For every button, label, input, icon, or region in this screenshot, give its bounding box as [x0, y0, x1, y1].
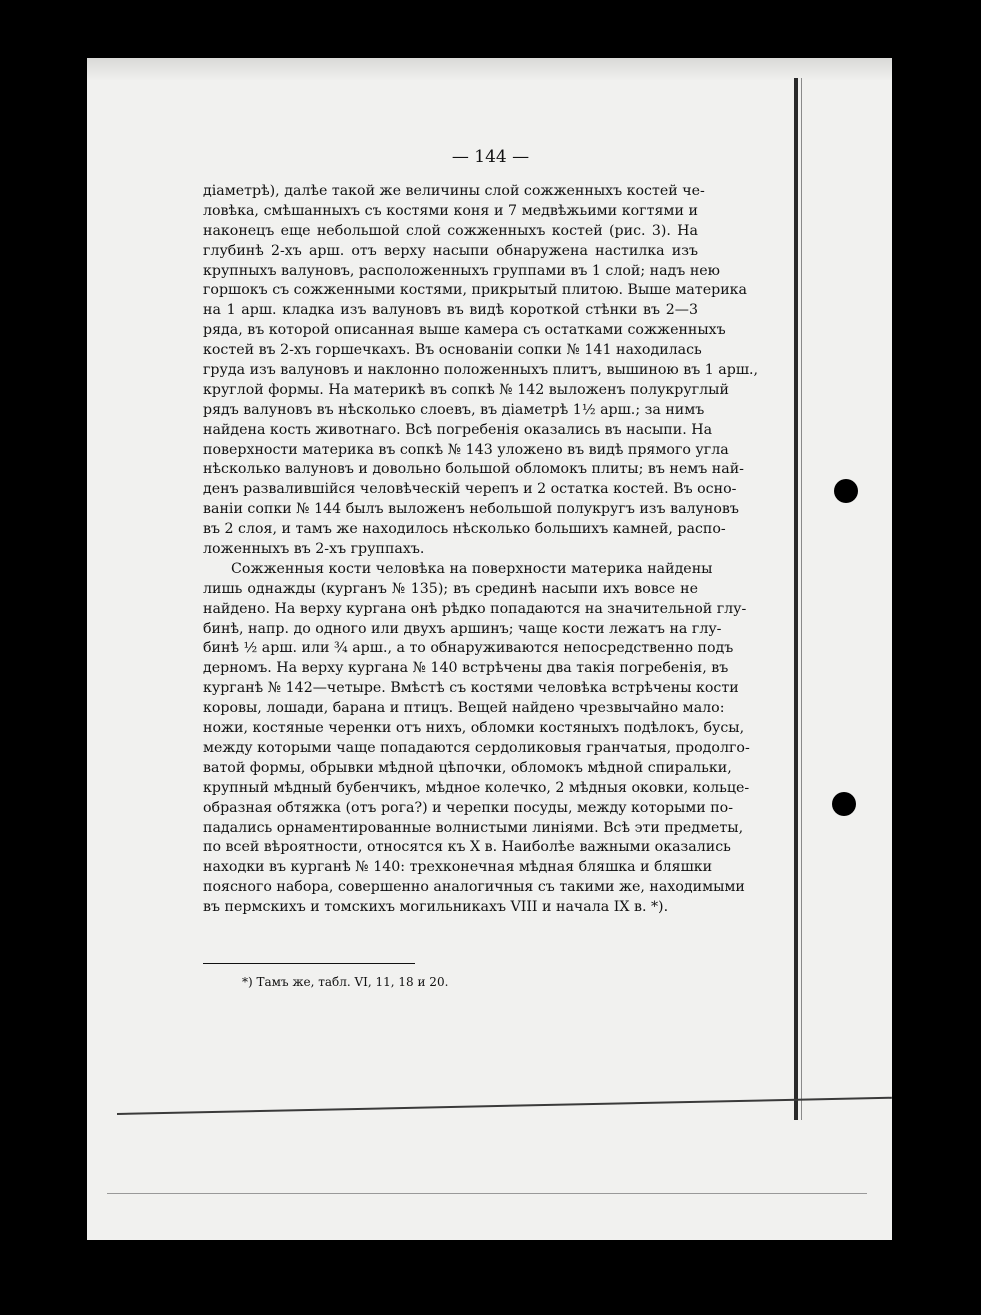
text-line: крупный мѣдный бубенчикъ, мѣдное колечко, 2 мѣдныя оковки, кольце-	[203, 779, 750, 796]
footnote: *) Тамъ же, табл. VI, 11, 18 и 20.	[242, 975, 449, 989]
text-line: между которыми чаще попадаются сердоликовыя гранчатыя, продолго-	[203, 739, 750, 756]
text-line: коровы, лошади, барана и птицъ. Вещей найдено чрезвычайно мало:	[203, 700, 725, 717]
body-text	[203, 182, 759, 918]
text-line: ряда, въ которой описанная выше камера съ остатками сожженныхъ	[203, 322, 726, 339]
text-line: находки въ курганѣ № 140: трехконечная мѣдная бляшка и бляшки	[203, 859, 713, 876]
text-line: костей въ 2-хъ горшечкахъ. Въ основаніи сопки № 141 находилась	[203, 342, 702, 359]
text-line: найдено. На верху кургана онѣ рѣдко попадаются на значительной глу-	[203, 600, 747, 617]
text-line: денъ развалившійся человѣческій черепъ и 2 остатка костей. Въ осно-	[203, 481, 737, 498]
text-line: крупныхъ валуновъ, расположенныхъ группами въ 1 слой; надъ нею	[203, 262, 721, 279]
text-line: поясного набора, совершенно аналогичныя съ такими же, находимыми	[203, 879, 745, 896]
text-line: на 1 арш. кладка изъ валуновъ въ видѣ короткой стѣнки въ 2—3	[203, 302, 698, 319]
text-line: глубинѣ 2-хъ арш. отъ верху насыпи обнаружена настилка изъ	[203, 242, 698, 259]
text-line: нѣсколько валуновъ и довольно большой обломокъ плиты; въ немъ най-	[203, 461, 744, 478]
text-line: круглой формы. На материкѣ въ сопкѣ № 142 выложенъ полукруглый	[203, 381, 729, 398]
text-line: ловѣка, смѣшанныхъ съ костями коня и 7 медвѣжьими когтями и	[203, 202, 698, 219]
text-line: въ 2 слоя, и тамъ же находилось нѣсколько большихъ камней, распо-	[203, 521, 726, 538]
footnote-rule	[203, 963, 415, 964]
text-line: наконецъ еще небольшой слой сожженныхъ костей (рис. 3). На	[203, 222, 698, 239]
text-line: груда изъ валуновъ и наклонно положенныхъ плитъ, вышиною въ 1 арш.,	[203, 362, 759, 379]
text-line: лишь однажды (курганъ № 135); въ срединѣ насыпи ихъ вовсе не	[203, 580, 698, 597]
text-line: курганѣ № 142—четыре. Вмѣстѣ съ костями человѣка встрѣчены кости	[203, 680, 739, 697]
margin-rule-thin	[801, 78, 802, 1120]
text-line: ложенныхъ въ 2-хъ группахъ.	[203, 541, 425, 558]
bottom-edge-line	[117, 1097, 892, 1115]
page-number: — 144 —	[451, 147, 530, 167]
text-line: рядъ валуновъ въ нѣсколько слоевъ, въ діаметрѣ 1½ арш.; за нимъ	[203, 401, 705, 418]
margin-rule	[794, 78, 798, 1120]
text-line: бинѣ, напр. до одного или двухъ аршинъ; чаще кости лежатъ на глу-	[203, 620, 722, 637]
faint-edge-line	[107, 1193, 867, 1194]
text-line: дерномъ. На верху кургана № 140 встрѣчены два такія погребенія, въ	[203, 660, 729, 677]
text-line: діаметрѣ), далѣе такой же величины слой сожженныхъ костей че-	[203, 183, 705, 199]
text-line: по всей вѣроятности, относятся къ X в. Наиболѣе важными оказались	[203, 839, 731, 856]
text-line: въ пермскихъ и томскихъ могильникахъ VIII и начала IX в. *).	[203, 899, 669, 916]
text-line: ваніи сопки № 144 былъ выложенъ небольшой полукругъ изъ валуновъ	[203, 501, 739, 518]
text-line: найдена кость животнаго. Всѣ погребенія оказались въ насыпи. На	[203, 421, 713, 438]
punch-hole	[834, 479, 858, 503]
text-line: поверхности материка въ сопкѣ № 143 уложено въ видѣ прямого угла	[203, 441, 729, 458]
text-line: бинѣ ½ арш. или ¾ арш., а то обнаруживаются непосредственно подъ	[203, 640, 734, 657]
text-line: образная обтяжка (отъ рога?) и черепки посуды, между которыми по-	[203, 799, 734, 816]
text-line: падались орнаментированные волнистыми линіями. Всѣ эти предметы,	[203, 819, 744, 836]
text-line: Сожженныя кости человѣка на поверхности материка найдены	[231, 560, 713, 577]
punch-hole	[832, 792, 856, 816]
text-line: ватой формы, обрывки мѣдной цѣпочки, обломокъ мѣдной спиральки,	[203, 759, 732, 776]
text-line: ножи, костяные черенки отъ нихъ, обломки костяныхъ подѣлокъ, бусы,	[203, 720, 745, 737]
text-line: горшокъ съ сожженными костями, прикрытый плитою. Выше материка	[203, 282, 747, 299]
